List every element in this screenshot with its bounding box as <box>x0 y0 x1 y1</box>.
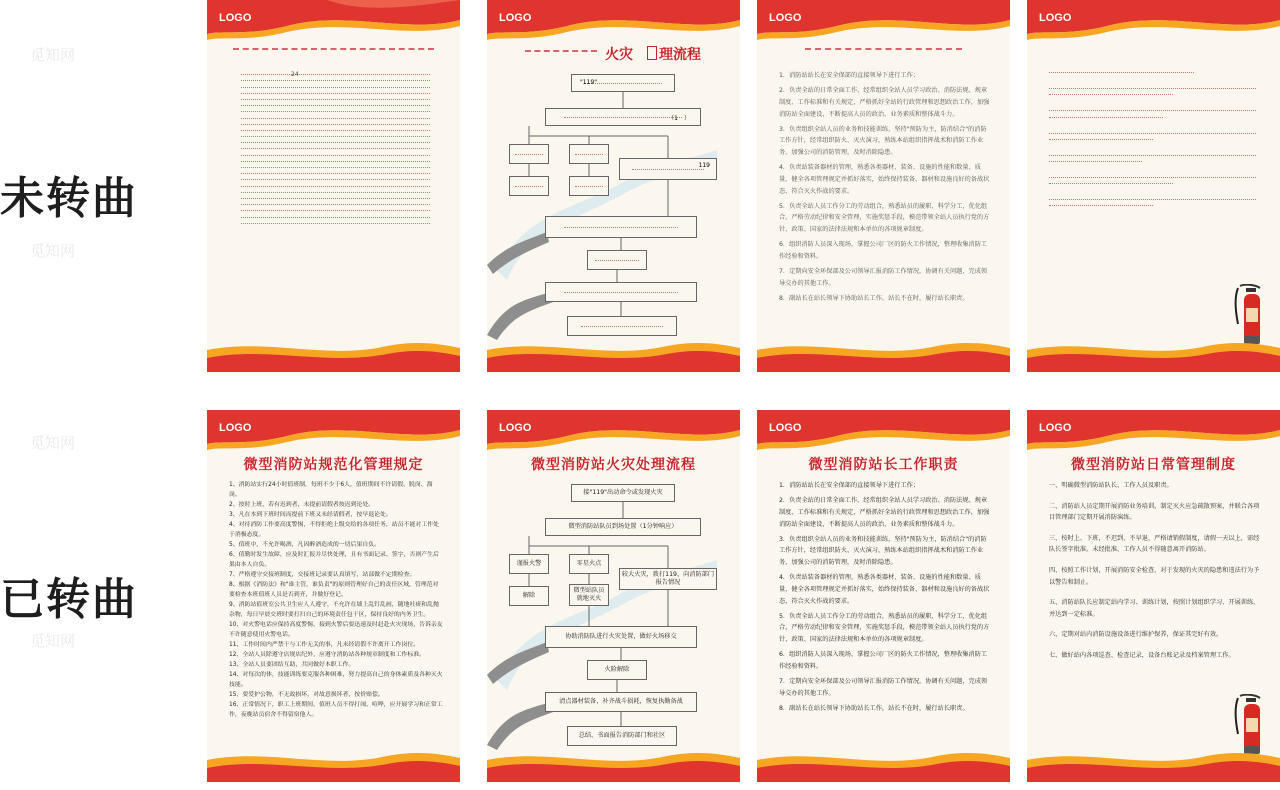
rule-item: 13、全站人员要团结互助，共同做好本职工作。 <box>229 662 355 668</box>
poster-daily-unconverted <box>1027 0 1280 372</box>
red-banner-bottom <box>487 338 740 372</box>
rule-item: 2、按时上班，若有迟到者，未提前请假者按迟到论处。 <box>229 502 375 508</box>
watermark: 觅知网 <box>30 632 76 650</box>
garbled-title <box>805 48 962 58</box>
red-banner-bottom <box>1027 338 1280 372</box>
duty-item: 8．副站长在站长领导下协助站长工作，站长不在时，履行站长职责。 <box>779 294 969 302</box>
rule-item: 16、正常情况下，职工上班期间，值班人员不得打闹、喧哗，应开展学习和正常工作，夜晚站员宿舍不得留宿他人。 <box>229 702 443 718</box>
flow-branch-release: 解除 <box>509 586 549 606</box>
daily-item: 五、消防站队长应制定站内学习、训练计划，按照计划组织学习、开展训练，并达到一定标准。 <box>1049 599 1260 618</box>
flow-branch-big: 较大火灾，拨打119，向消防部门报告情况 <box>619 568 717 590</box>
row-label-converted: 已转曲 <box>0 574 138 625</box>
poster-duties-converted <box>757 410 1010 782</box>
garbled-flow-box: （1 ） <box>545 108 701 126</box>
flow-step-report: 总结、书面报告消防部门和社区 <box>567 726 677 746</box>
duty-item: 5．负责全站人员工作分工的劳动组合，熟悉站员的履职、科学分工，优化组合，严格劳动纪律和安全管理，实施奖惩手段，模范带领全站人员执行党的方针、政策、国家的法律法规和本单位的各项规章制度。 <box>779 202 990 233</box>
duties-body <box>779 480 992 718</box>
rule-item: 5、值班中，不允许喝酒，凡因醉酒造成的一切后果自负。 <box>229 542 381 548</box>
poster-flow-converted <box>487 410 740 782</box>
watermark: 觅知网 <box>30 242 76 260</box>
red-banner-bottom <box>207 748 460 782</box>
watermark: 觅知网 <box>30 434 76 452</box>
logo-text: LOGO <box>499 422 532 434</box>
fire-extinguisher-icon <box>1234 694 1266 756</box>
poster-rules-unconverted <box>207 0 460 372</box>
duty-item: 1．消防站站长在安全保部的直接领导下进行工作； <box>779 72 920 79</box>
poster-daily-converted <box>1027 410 1280 782</box>
duty-item: 3．负责组织全站人员的业务和技能训练，坚持"预防为主，防消结合"的消防工作方针，经常组织防火、灭火演习，熟练本站组织指挥战术和消防工作业务，加强公司的消防管理，及时消除隐患。 <box>779 535 987 566</box>
poster-duties-unconverted <box>757 0 1010 372</box>
garbled-flow-box: "119" <box>571 74 675 92</box>
poster-rules-converted <box>207 410 460 782</box>
rule-item: 4、对待消防工作要高度警惕，不得拒绝上级交给的各项任务，站员不能对工作处于消极态度。 <box>229 522 439 538</box>
duties-title: 微型消防站长工作职责 <box>808 457 959 473</box>
duty-item: 2．负责全站的日常全面工作，经常组织全站人员学习政治、消防法规、规章制度、工作标准和有关规定，严格抓好全站的行政管理和思想政治工作，加强消防站全面建设，不断提高人员的政治、业务素质和整体战斗力。 <box>779 87 990 118</box>
red-banner-bottom <box>757 748 1010 782</box>
flow-step-clear: 火险解除 <box>587 660 647 680</box>
duty-item: 6．组织消防人员深入现场，掌握公司厂区的防火工作情况，整理收集消防工作经验和资料。 <box>779 241 988 260</box>
flow-branch-alarm: 谨报火警 <box>509 554 549 574</box>
duties-body-unconverted <box>779 70 992 308</box>
fire-extinguisher-icon <box>1234 284 1266 346</box>
rule-item: 1、消防站实行24小时值班制，每班不少于6人，值班期间不许请假、脱岗、溜岗。 <box>229 482 433 498</box>
rules-body <box>229 480 444 720</box>
daily-item: 六、定期对站内消防设施设备进行维护保养，保证其完好有效。 <box>1049 631 1223 639</box>
red-banner-bottom <box>757 338 1010 372</box>
rule-item: 8、根据《消防法》和"谁主管，谁负责"的原则管理好自己的责任区域，管理范对要检查本班值班人员是否到齐，并做好登记。 <box>229 582 439 598</box>
duty-item: 1．消防站站长在安全保部的直接领导下进行工作； <box>779 482 920 489</box>
poster-flow-unconverted <box>487 0 740 372</box>
duty-item: 7．定期向安全环保部及公司领导汇报消防工作情况，协调有关问题，完成领导交办的其他工作。 <box>779 677 988 697</box>
flow-step-restore: 清点器材装备，补齐战斗损耗，恢复执勤备战 <box>545 692 697 712</box>
daily-item: 一、明确微型消防站队长、工作人员及职责。 <box>1049 482 1173 489</box>
rules-title: 微型消防站规范化管理规定 <box>243 457 424 473</box>
daily-item: 四、按照工作计划，开展消防安全检查，对于发现的火灾的隐患和违法行为予以警告和制止。 <box>1049 566 1260 586</box>
daily-item: 三、按时上、下班，不迟到、不早退，严格请销假制度，请假一天以上，需经队长签字批准。未经批准，工作人员不得随意离开消防站。 <box>1049 534 1260 554</box>
rule-item: 14、对每次的体，技能训练要克服各种困难，努力提高自己的身体素质及各种灭火技能。 <box>229 672 443 688</box>
logo-text: LOGO <box>1039 12 1072 24</box>
rule-item: 11、工作时间内严禁干与工作无关的事，凡未经请假不许离开工作岗位。 <box>229 642 420 648</box>
garbled-title <box>233 48 434 58</box>
rule-item: 12、全站人员除遵守店规店纪外，应遵守消防站各种规章制度和工作标准。 <box>229 652 425 658</box>
daily-item: 七、做好站内各项巡查、检查记录，设备台账记录及档案管理工作。 <box>1049 651 1235 659</box>
duty-item: 8．副站长在站长领导下协助站长工作，站长不在时，履行站长职责。 <box>779 704 969 712</box>
flow-branch-spot: 零星火点 <box>569 554 609 574</box>
garbled-flow-box: 119 <box>619 158 717 180</box>
row-label-unconverted: 未转曲 <box>0 173 138 224</box>
rule-item: 3、凡在本到下班时间而提前下班又未经请假者，按早退论处。 <box>229 512 392 518</box>
daily-body <box>1049 480 1264 671</box>
duty-item: 5．负责全站人员工作分工的劳动组合，熟悉站员的履职、科学分工，优化组合，严格劳动纪律和安全管理，实施奖惩手段，模范带领全站人员执行党的方针、政策、国家的法律法规和本单位的各项规章制度。 <box>779 612 990 643</box>
logo-text: LOGO <box>769 12 802 24</box>
daily-title: 微型消防站日常管理制度 <box>1071 457 1236 473</box>
duty-item: 6．组织消防人员深入现场，掌握公司厂区的防火工作情况，整理收集消防工作经验和资料。 <box>779 651 988 670</box>
logo-text: LOGO <box>769 422 802 434</box>
rule-item: 15、要爱护公物，不无故损坏，对故意损坏者，按价赔偿。 <box>229 692 384 698</box>
watermark: 觅知网 <box>30 46 76 64</box>
flow-step-discover: 接"119"出动命令或发现火灾 <box>571 484 675 502</box>
red-banner-bottom <box>1027 748 1280 782</box>
rule-item: 6、值勤时发生故障，应及时汇报并尽快处理，且有书面记录、签字，否则产生后果由本人自负。 <box>229 552 439 568</box>
garbled-body <box>1049 68 1256 212</box>
duty-item: 4．负责站装备器材的管理，熟悉各类器材、装备、设施的性能和数量、质量，健全各项管理规定并抓好落实，始终保持装备、器材和设施良好的备战状态，符合灭火作战的要求。 <box>779 574 990 605</box>
garbled-body <box>241 70 430 229</box>
flow-step-assist: 协助消防队进行火灾处置，做好火场移交 <box>545 626 697 648</box>
duty-item: 4．负责站装备器材的管理，熟悉各类器材、装备、设施的性能和数量、质量，健全各项管理规定并抓好落实，始终保持装备、器材和设施良好的备战状态，符合灭火作战的要求。 <box>779 164 990 195</box>
red-banner-bottom <box>207 338 460 372</box>
flow-step-arrive: 微型消防站队员到场处置（1分钟响应） <box>545 518 701 536</box>
rule-item: 10、对火警电话应保持高度警惕，接到火警后要迅速及时赶赴火灾现场，告诉亲友不许随意使用火警电话。 <box>229 622 443 638</box>
daily-item: 二、消防站人员定期开展消防业务培训，制定灭火应急疏散预案，并联合各项目管理部门定期开展消防演练。 <box>1049 502 1260 522</box>
flow-branch-spot-result: 微型站队员就地灭火 <box>569 584 609 606</box>
duty-item: 2．负责全站的日常全面工作，经常组织全站人员学习政治、消防法规、规章制度、工作标准和有关规定，严格抓好全站的行政管理和思想政治工作，加强消防站全面建设，不断提高人员的政治、业务素质和整体战斗力。 <box>779 497 990 528</box>
rules-fragment: 24 <box>291 71 299 78</box>
duty-item: 3．负责组织全站人员的业务和技能训练，坚持"预防为主，防消结合"的消防工作方针，经常组织防火、灭火演习，熟练本站组织指挥战术和消防工作业务，加强公司的消防管理，及时消除隐患。 <box>779 125 987 156</box>
flow-connectors <box>487 0 740 372</box>
logo-text: LOGO <box>1039 422 1072 434</box>
red-banner-bottom <box>487 748 740 782</box>
duty-item: 7．定期向安全环保部及公司领导汇报消防工作情况，协调有关问题，完成领导交办的其他工作。 <box>779 267 988 287</box>
rule-item: 7、严格遵守交接班制度，交接班记录要认真填写，站部做不定期检查。 <box>229 572 416 578</box>
logo-text: LOGO <box>219 422 252 434</box>
flow-title: 微型消防站火灾处理流程 <box>531 457 696 473</box>
logo-text: LOGO <box>219 12 252 24</box>
rule-item: 9、消防站值班室公共卫生应人人遵守，不允许在墙上乱钉乱画，随地吐痰和乱抛杂物，每日早晨交班时要打扫自己的环境责任包干区，保持良好的内务卫生。 <box>229 602 439 618</box>
logo-text: LOGO <box>499 12 532 24</box>
flow-title-fragment-2: 理流程 <box>659 47 701 63</box>
flow-title-fragment: 火灾 <box>605 47 633 63</box>
